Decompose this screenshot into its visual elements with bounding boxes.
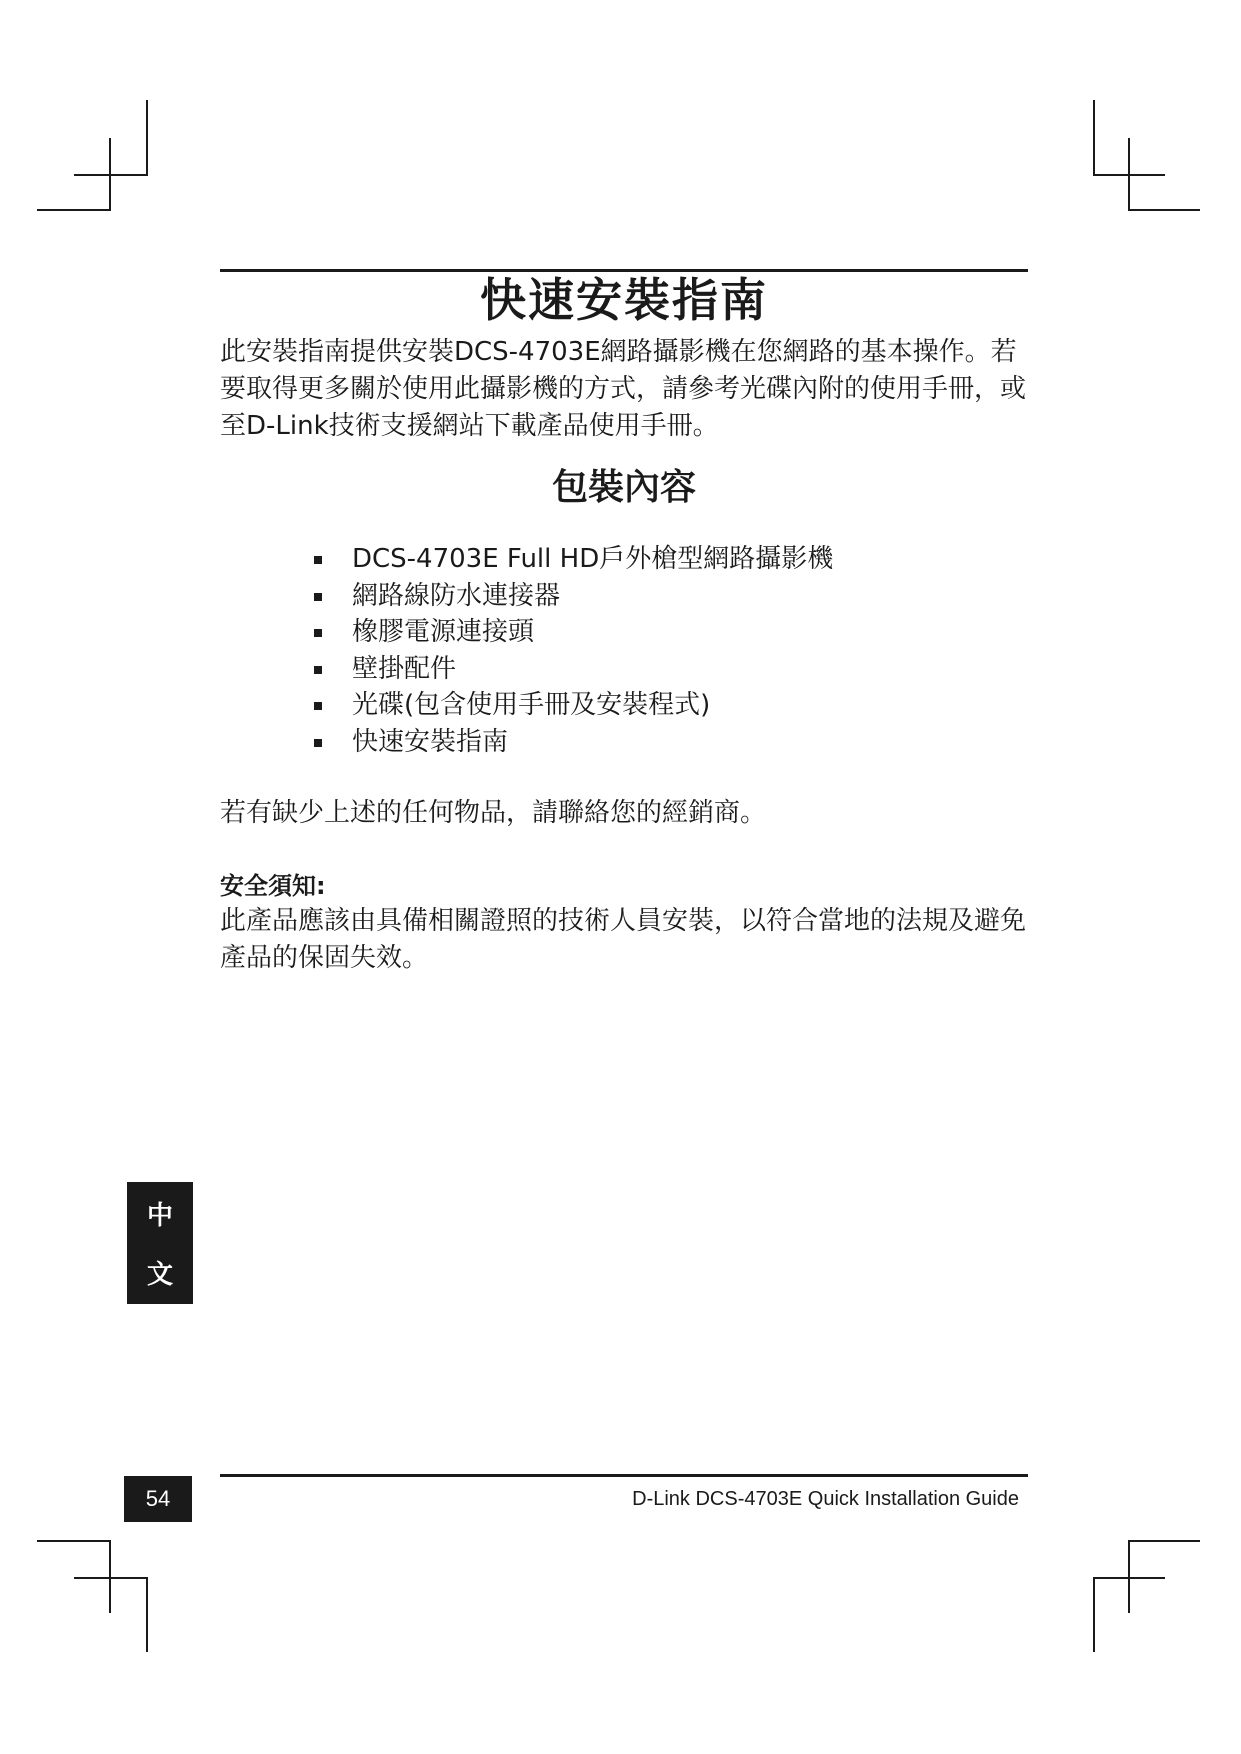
language-tab-char: 文 <box>146 1260 173 1290</box>
missing-items-note: 若有缺少上述的任何物品，請聯絡您的經銷商。 <box>220 798 767 828</box>
list-item: DCS-4703E Full HD戶外槍型網路攝影機 <box>312 541 833 578</box>
list-item: 網路線防水連接器 <box>312 578 833 615</box>
page-title: 快速安裝指南 <box>480 273 768 327</box>
page-number: 54 <box>124 1476 192 1522</box>
safety-heading: 安全須知: <box>220 872 326 900</box>
package-contents-list <box>312 541 833 760</box>
package-contents-heading: 包裝內容 <box>551 467 696 508</box>
language-tab <box>127 1182 193 1304</box>
intro-paragraph: 此安裝指南提供安裝DCS-4703E網路攝影機在您網路的基本操作。若要取得更多關於使用此攝影機的方式，請參考光碟內附的使用手冊，或至D-Link技術支援網站下載產品使用手冊。 <box>220 337 1027 441</box>
safety-text: 此產品應該由具備相關證照的技術人員安裝，以符合當地的法規及避免產品的保固失效。 <box>220 906 1027 973</box>
list-item: 橡膠電源連接頭 <box>312 614 833 651</box>
list-item: 光碟(包含使用手冊及安裝程式) <box>312 687 833 724</box>
list-item: 壁掛配件 <box>312 651 833 688</box>
footer-rule <box>220 1474 1028 1477</box>
footer-guide-title: D-Link DCS-4703E Quick Installation Guide <box>632 1488 1019 1510</box>
language-tab-char: 中 <box>146 1201 173 1231</box>
list-item: 快速安裝指南 <box>312 724 833 761</box>
